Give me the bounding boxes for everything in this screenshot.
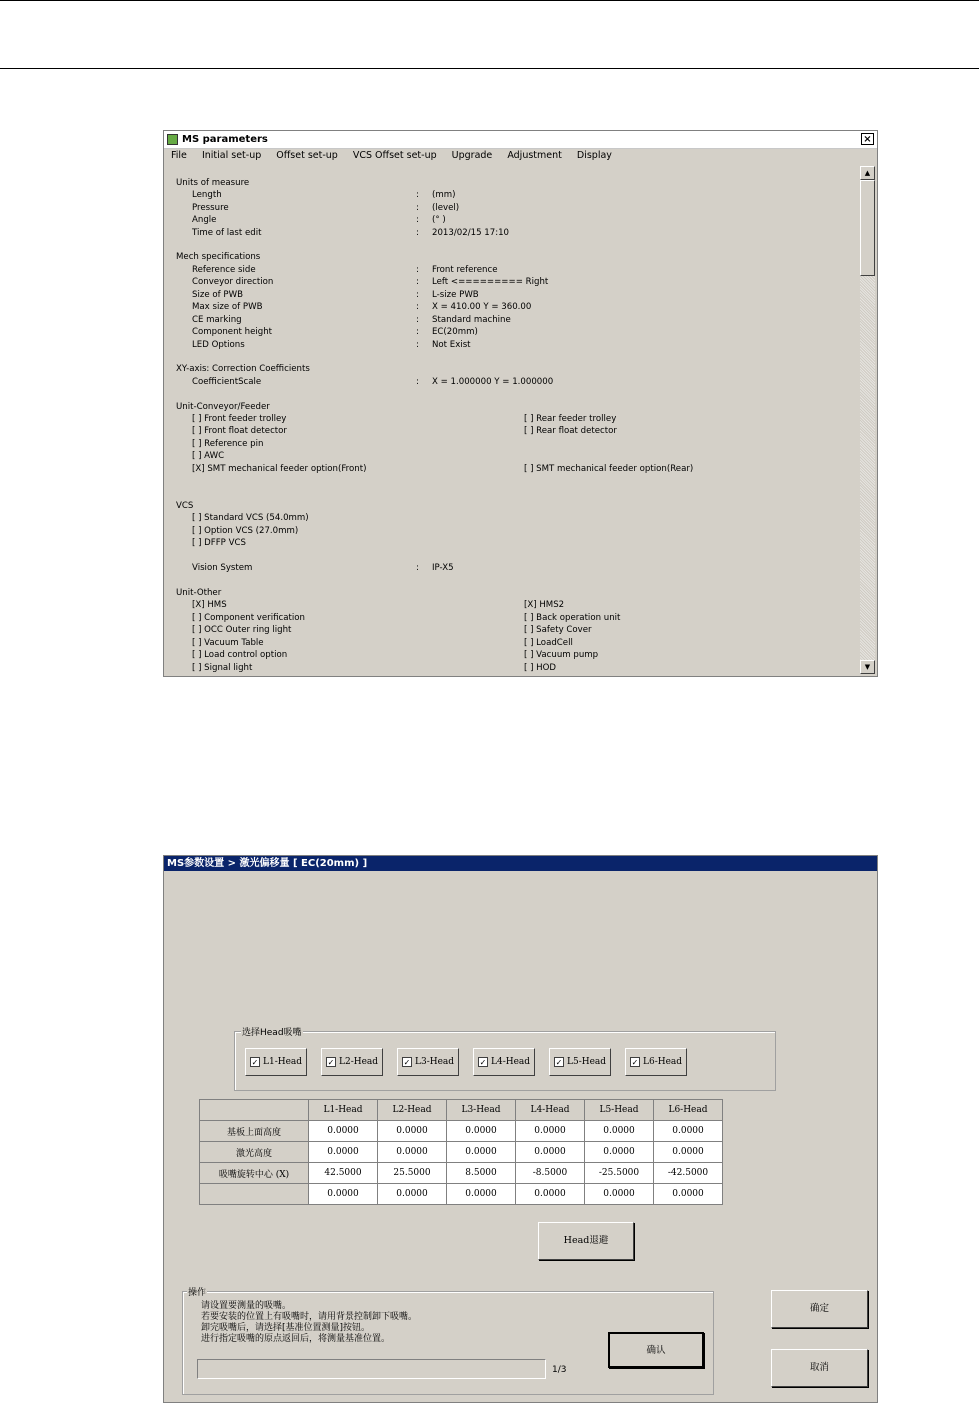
param-colon: : — [416, 302, 419, 312]
table-row — [200, 1163, 723, 1184]
param-label: Pressure — [192, 203, 229, 213]
param-label: LED Options — [192, 340, 245, 350]
param-colon: : — [416, 563, 419, 573]
instruction-line: 卸完吸嘴后，请选择[基准位置测量]按钮。 — [201, 1323, 371, 1333]
checkbox-check-icon: ✓ — [251, 1058, 259, 1067]
row-header — [200, 1184, 309, 1205]
table-row — [200, 1142, 723, 1163]
head-checkbox-label: L4-Head — [491, 1057, 531, 1067]
param-value: (mm) — [432, 190, 456, 200]
table-cell[interactable]: 0.0000 — [516, 1121, 585, 1142]
table-cell[interactable]: 0.0000 — [447, 1121, 516, 1142]
app-icon — [167, 134, 178, 145]
option-item: [ ] Vacuum Table — [192, 638, 264, 648]
table-cell[interactable]: 0.0000 — [585, 1184, 654, 1205]
header-page-rule — [0, 68, 979, 69]
operation-group — [182, 1288, 714, 1395]
scroll-up-icon[interactable]: ▲ — [860, 166, 875, 180]
option-item: [ ] Front feeder trolley — [192, 414, 287, 424]
menu-vcs-offset-setup[interactable]: VCS Offset set-up — [352, 150, 437, 161]
param-value: Standard machine — [432, 315, 511, 325]
option-item: [ ] Reference pin — [192, 439, 264, 449]
head-select-label: 选择Head吸嘴 — [241, 1025, 303, 1038]
table-cell[interactable]: 0.0000 — [309, 1184, 378, 1205]
param-colon: : — [416, 277, 419, 287]
option-item: [ ] Load control option — [192, 650, 288, 660]
mech-heading: Mech specifications — [176, 252, 261, 262]
param-colon: : — [416, 228, 419, 238]
menu-display[interactable]: Display — [576, 150, 612, 161]
option-item: [ ] DFFP VCS — [192, 538, 246, 548]
table-cell[interactable]: 0.0000 — [654, 1121, 723, 1142]
step-indicator: 1/3 — [552, 1365, 567, 1375]
row-header: 吸嘴旋转中心 (X) — [200, 1163, 309, 1184]
close-icon[interactable]: × — [861, 133, 874, 145]
ms-parameters-window — [163, 130, 878, 677]
param-label: CE marking — [192, 315, 242, 325]
param-label: CoefficientScale — [192, 377, 262, 387]
offset-table — [199, 1099, 723, 1205]
param-colon: : — [416, 290, 419, 300]
head-checkbox-l1[interactable] — [245, 1048, 307, 1076]
checkbox-check-icon: ✓ — [403, 1058, 411, 1067]
head-checkbox-label: L5-Head — [567, 1057, 607, 1067]
option-item: [ ] SMT mechanical feeder option(Rear) — [524, 464, 694, 474]
table-cell[interactable]: 0.0000 — [378, 1142, 447, 1163]
scroll-thumb[interactable] — [860, 180, 875, 276]
param-label: Angle — [192, 215, 217, 225]
head-checkbox-l3[interactable] — [397, 1048, 459, 1076]
table-cell[interactable]: -25.5000 — [585, 1163, 654, 1184]
head-checkbox-label: L3-Head — [415, 1057, 455, 1067]
table-cell[interactable]: -8.5000 — [516, 1163, 585, 1184]
laser-offset-titlebar — [164, 856, 877, 871]
menu-offset-setup[interactable]: Offset set-up — [276, 150, 338, 161]
checkbox-check-icon: ✓ — [555, 1058, 563, 1067]
table-cell[interactable]: 0.0000 — [654, 1142, 723, 1163]
table-cell[interactable]: 0.0000 — [585, 1142, 654, 1163]
option-item: [ ] Vacuum pump — [524, 650, 599, 660]
ms-parameters-titlebar — [164, 131, 877, 149]
param-colon: : — [416, 377, 419, 387]
progress-bar — [197, 1359, 546, 1379]
param-label: Max size of PWB — [192, 302, 263, 312]
menu-upgrade[interactable]: Upgrade — [451, 150, 493, 161]
option-item: [ ] Option VCS (27.0mm) — [192, 526, 299, 536]
table-cell[interactable]: 25.5000 — [378, 1163, 447, 1184]
table-cell[interactable]: 42.5000 — [309, 1163, 378, 1184]
option-item: [X] SMT mechanical feeder option(Front) — [192, 464, 367, 474]
table-cell[interactable]: 0.0000 — [654, 1184, 723, 1205]
head-checkbox-l4[interactable] — [473, 1048, 535, 1076]
cancel-button[interactable]: 取消 — [771, 1349, 868, 1387]
menu-bar — [164, 149, 877, 162]
param-value: EC(20mm) — [432, 327, 478, 337]
row-header: 激光高度 — [200, 1142, 309, 1163]
head-checkbox-label: L1-Head — [263, 1057, 303, 1067]
table-cell[interactable]: 0.0000 — [378, 1121, 447, 1142]
row-header: 基板上面高度 — [200, 1121, 309, 1142]
option-item: [ ] Rear feeder trolley — [524, 414, 617, 424]
instruction-line: 请设置要测量的吸嘴。 — [201, 1301, 292, 1311]
column-header: L2-Head — [378, 1100, 447, 1121]
param-colon: : — [416, 215, 419, 225]
checkbox-check-icon: ✓ — [479, 1058, 487, 1067]
column-header: L4-Head — [516, 1100, 585, 1121]
param-value: X = 1.000000 Y = 1.000000 — [432, 377, 554, 387]
param-colon: : — [416, 265, 419, 275]
head-checkbox-label: L6-Head — [643, 1057, 683, 1067]
window-title: MS参数设置 > 激光偏移量 [ EC(20mm) ] — [167, 858, 368, 869]
param-label: Length — [192, 190, 222, 200]
table-cell[interactable]: 0.0000 — [516, 1184, 585, 1205]
option-item: [ ] AWC — [192, 451, 225, 461]
option-item: [ ] Signal light — [192, 663, 253, 673]
operation-instructions — [201, 1301, 417, 1345]
param-label: Reference side — [192, 265, 256, 275]
table-cell[interactable]: -42.5000 — [654, 1163, 723, 1184]
table-cell[interactable]: 0.0000 — [447, 1184, 516, 1205]
operation-label: 操作 — [187, 1285, 207, 1298]
option-item: [ ] Back operation unit — [524, 613, 621, 623]
param-colon: : — [416, 190, 419, 200]
laser-offset-window — [163, 855, 878, 1403]
menu-adjustment[interactable]: Adjustment — [507, 150, 562, 161]
option-item: [ ] Rear float detector — [524, 426, 617, 436]
option-item: [ ] LoadCell — [524, 638, 573, 648]
option-item: [ ] Component verification — [192, 613, 305, 623]
option-item: [ ] Front float detector — [192, 426, 287, 436]
param-value: (° ) — [432, 215, 446, 225]
table-cell[interactable]: 0.0000 — [309, 1142, 378, 1163]
option-item: [ ] Standard VCS (54.0mm) — [192, 513, 309, 523]
menu-file[interactable]: File — [171, 150, 187, 161]
param-label: Vision System — [192, 563, 253, 573]
menu-initial-setup[interactable]: Initial set-up — [201, 150, 262, 161]
table-cell[interactable]: 0.0000 — [585, 1121, 654, 1142]
parameters-text-area — [167, 164, 861, 674]
param-value: IP-X5 — [432, 563, 454, 573]
param-label: Conveyor direction — [192, 277, 274, 287]
param-value: X = 410.00 Y = 360.00 — [432, 302, 532, 312]
param-colon: : — [416, 327, 419, 337]
table-cell[interactable]: 0.0000 — [516, 1142, 585, 1163]
option-item: [ ] OCC Outer ring light — [192, 625, 292, 635]
param-label: Time of last edit — [192, 228, 262, 238]
param-colon: : — [416, 203, 419, 213]
head-checkbox-l6[interactable] — [625, 1048, 687, 1076]
confirm-button[interactable]: 确认 — [608, 1332, 704, 1368]
head-checkbox-l5[interactable] — [549, 1048, 611, 1076]
table-cell[interactable]: 0.0000 — [309, 1121, 378, 1142]
option-item: [X] HMS — [192, 600, 227, 610]
table-header-row — [200, 1100, 723, 1121]
param-value: Left <========= Right — [432, 277, 549, 287]
window-title: MS parameters — [182, 134, 268, 145]
param-value: L-size PWB — [432, 290, 479, 300]
table-cell[interactable]: 0.0000 — [447, 1142, 516, 1163]
param-value: Front reference — [432, 265, 498, 275]
column-header: L3-Head — [447, 1100, 516, 1121]
column-header: L5-Head — [585, 1100, 654, 1121]
option-item: [ ] Safety Cover — [524, 625, 592, 635]
table-corner-cell — [200, 1100, 309, 1121]
scroll-down-icon[interactable]: ▼ — [860, 660, 875, 674]
head-retreat-button[interactable]: Head退避 — [538, 1222, 634, 1260]
table-cell[interactable]: 0.0000 — [378, 1184, 447, 1205]
column-header: L1-Head — [309, 1100, 378, 1121]
param-colon: : — [416, 340, 419, 350]
param-value: (level) — [432, 203, 460, 213]
table-row — [200, 1184, 723, 1205]
param-value: 2013/02/15 17:10 — [432, 228, 510, 238]
instruction-line: 进行指定吸嘴的原点返回后，将测量基准位置。 — [201, 1334, 391, 1344]
top-page-rule — [0, 0, 979, 1]
checkbox-check-icon: ✓ — [327, 1058, 335, 1067]
checkbox-check-icon: ✓ — [631, 1058, 639, 1067]
conveyor-heading: Unit-Conveyor/Feeder — [176, 402, 270, 412]
other-heading: Unit-Other — [176, 588, 222, 598]
option-item: [ ] HOD — [524, 663, 557, 673]
instruction-line: 若要安装的位置上有吸嘴时，请用背景控制卸下吸嘴。 — [201, 1312, 418, 1322]
vertical-scrollbar[interactable] — [860, 166, 875, 674]
param-label: Component height — [192, 327, 273, 337]
table-cell[interactable]: 8.5000 — [447, 1163, 516, 1184]
head-checkbox-label: L2-Head — [339, 1057, 379, 1067]
column-header: L6-Head — [654, 1100, 723, 1121]
option-item: [X] HMS2 — [524, 600, 565, 610]
ok-button[interactable]: 确定 — [771, 1290, 868, 1328]
param-colon: : — [416, 315, 419, 325]
param-value: Not Exist — [432, 340, 471, 350]
table-row — [200, 1121, 723, 1142]
xy-heading: XY-axis: Correction Coefficients — [176, 364, 310, 374]
param-label: Size of PWB — [192, 290, 243, 300]
vcs-heading: VCS — [176, 501, 194, 511]
units-heading: Units of measure — [176, 178, 250, 188]
head-select-group — [234, 1028, 776, 1091]
head-checkbox-l2[interactable] — [321, 1048, 383, 1076]
